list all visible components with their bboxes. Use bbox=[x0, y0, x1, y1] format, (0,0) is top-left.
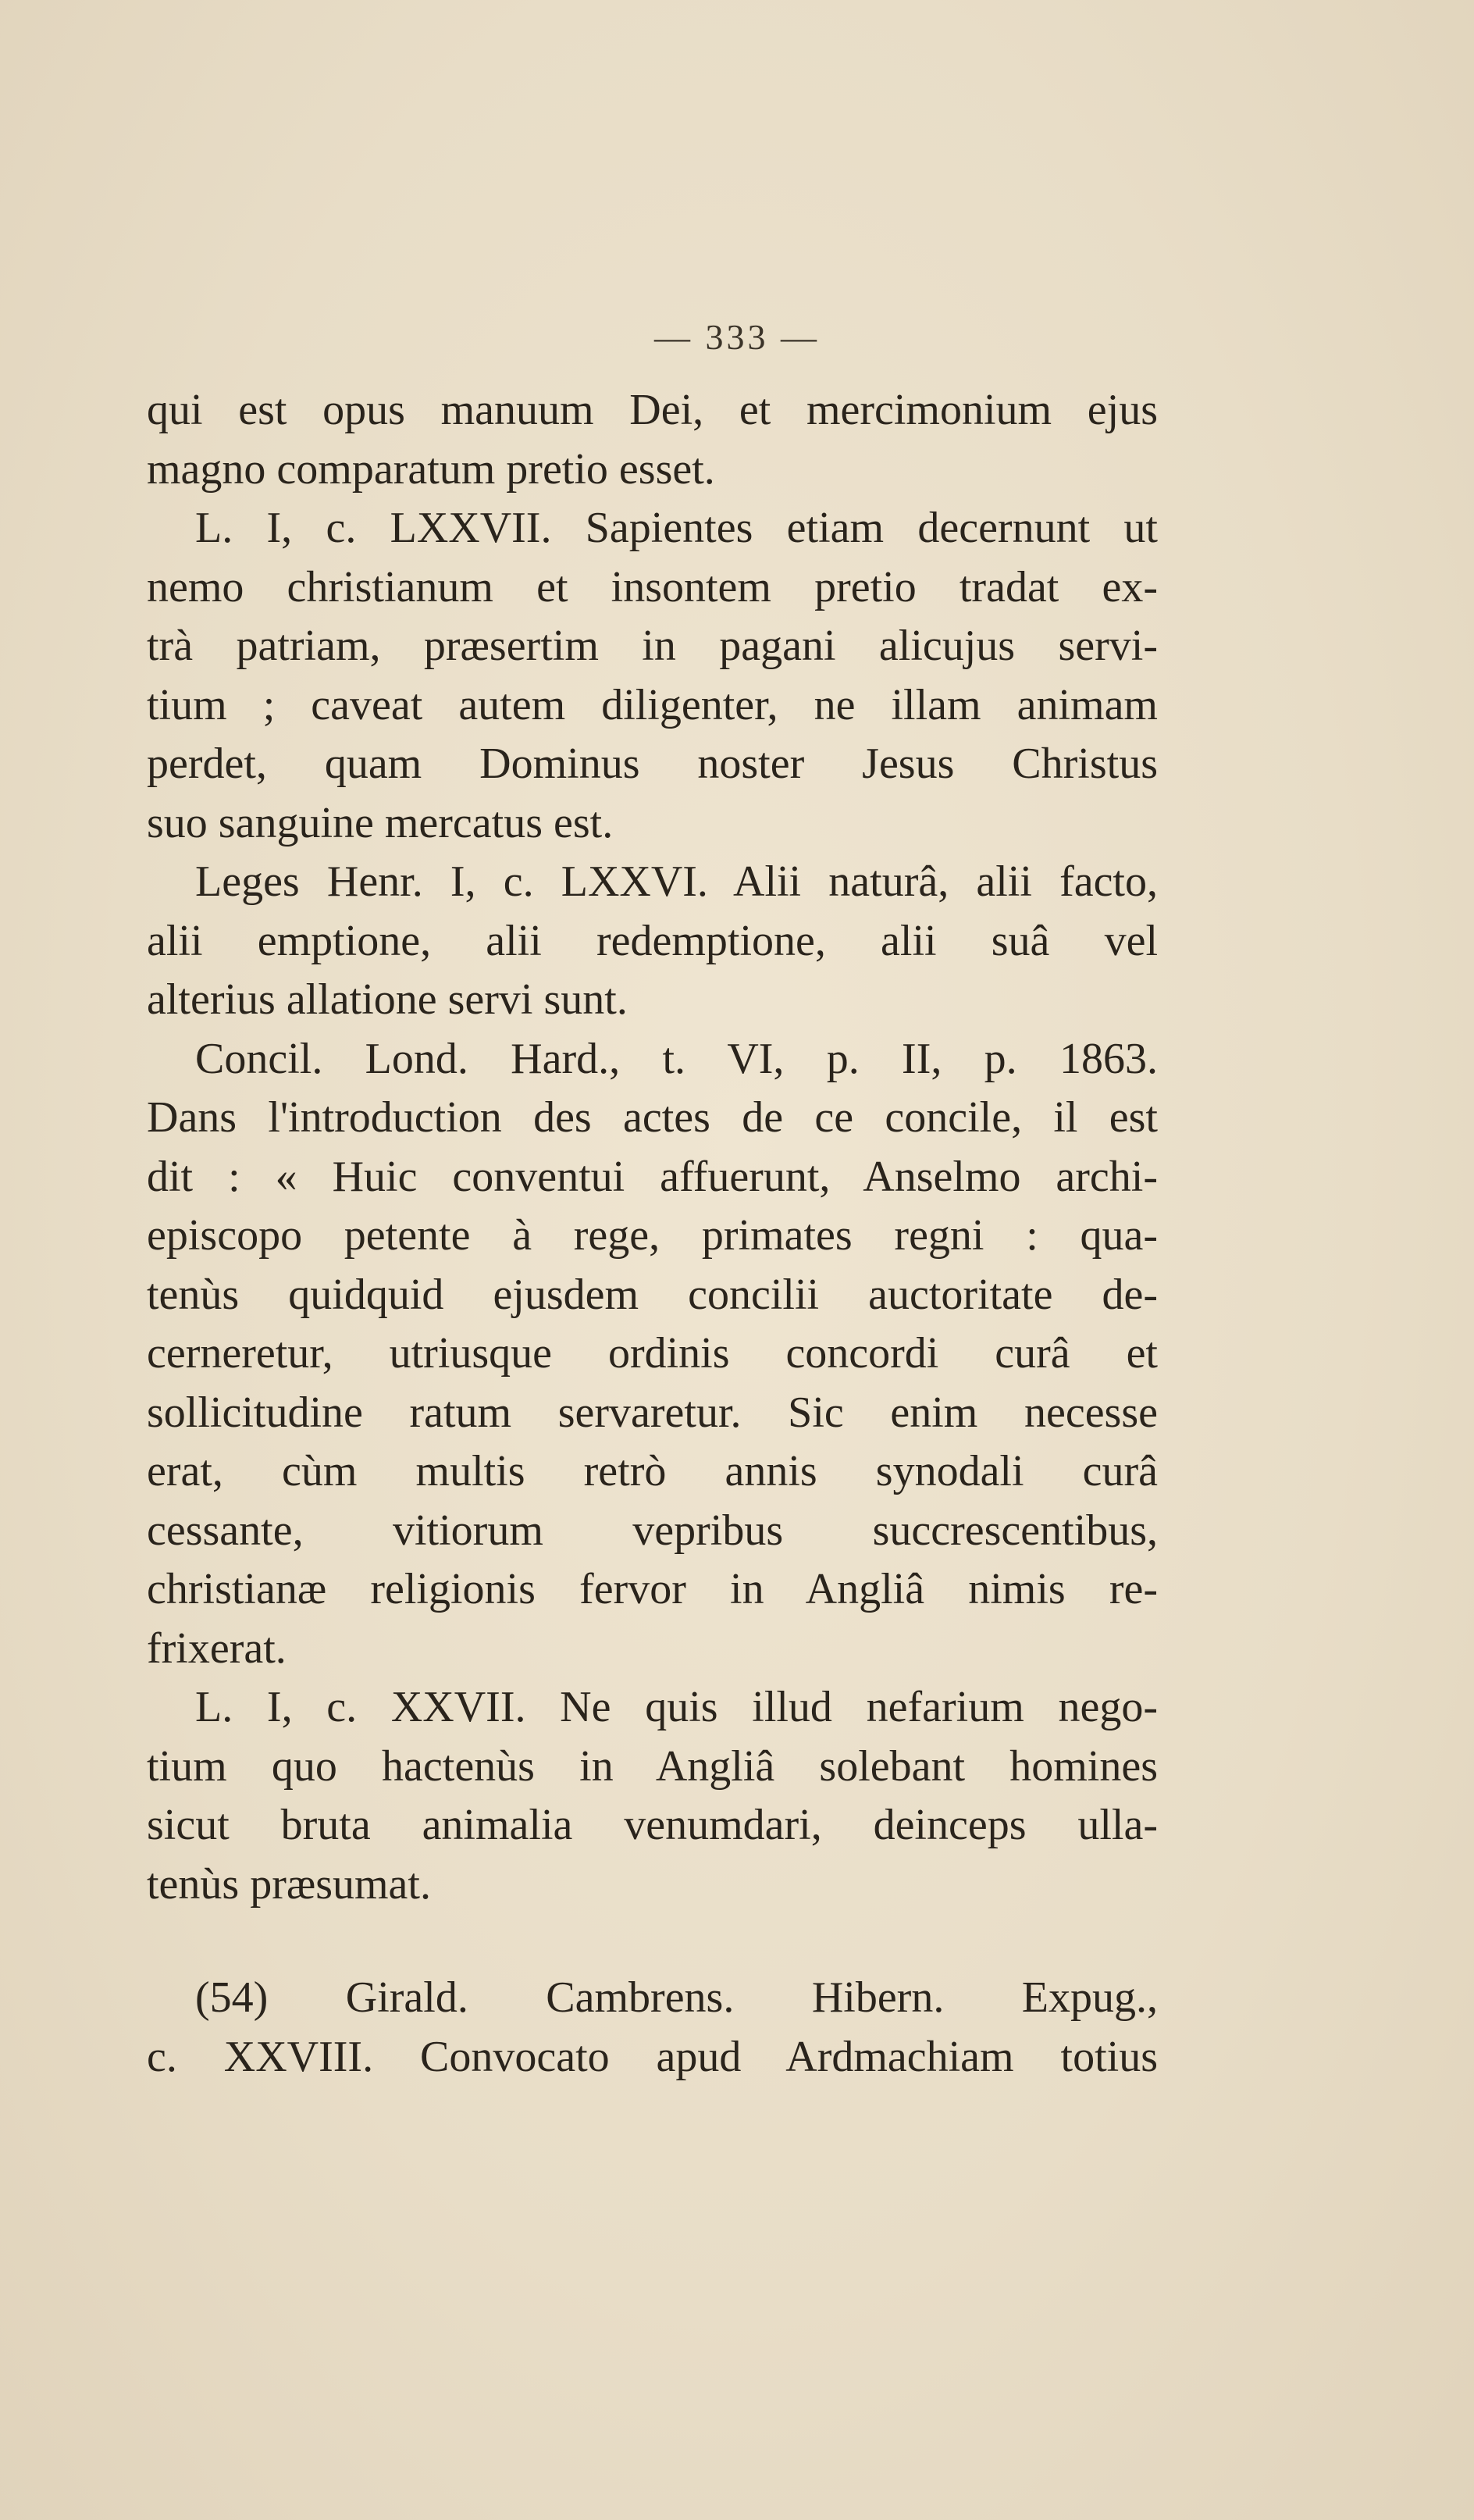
text-line: magno comparatum pretio esset. bbox=[147, 444, 715, 494]
text-line: tenùs quidquid ejusdem concilii auctoritate de- bbox=[147, 1270, 1158, 1319]
text-line: cerneretur, utriusque ordinis concordi curâ et bbox=[147, 1329, 1158, 1378]
text-line: qui est opus manuum Dei, et mercimonium ejus bbox=[147, 386, 1158, 434]
text-line: alii emptione, alii redemptione, alii suâ vel bbox=[147, 916, 1158, 965]
text-line: frixerat. bbox=[147, 1624, 287, 1673]
text-line: trà patriam, præsertim in pagani alicujus servi- bbox=[147, 622, 1158, 670]
main-paragraphs bbox=[147, 381, 1158, 1914]
text-line: Concil. Lond. Hard., t. VI, p. II, p. 1863. bbox=[195, 1034, 1158, 1083]
text-line: suo sanguine mercatus est. bbox=[147, 798, 614, 847]
text-line: erat, cùm multis retrò annis synodali curâ bbox=[147, 1447, 1158, 1495]
text-line: perdet, quam Dominus noster Jesus Christus bbox=[147, 740, 1158, 788]
section-gap bbox=[147, 1914, 1158, 1969]
text-line: alterius allatione servi sunt. bbox=[147, 975, 628, 1024]
text-line: L. I, c. LXXVII. Sapientes etiam decernunt ut bbox=[195, 504, 1158, 552]
text-line: tium quo hactenùs in Angliâ solebant homines bbox=[147, 1741, 1158, 1791]
body-text bbox=[147, 381, 1158, 2087]
text-line: dit : « Huic conventui affuerunt, Anselmo archi- bbox=[147, 1152, 1158, 1201]
text-line: nemo christianum et insontem pretio tradat ex- bbox=[147, 562, 1158, 611]
text-line: sollicitudine ratum servaretur. Sic enim necesse bbox=[147, 1388, 1158, 1437]
page-number: — 333 — bbox=[654, 317, 820, 357]
footnote-line: c. XXVIII. Convocato apud Ardmachiam totius bbox=[147, 2032, 1158, 2081]
text-line: episcopo petente à rege, primates regni : qua- bbox=[147, 1211, 1158, 1260]
text-line: tenùs præsumat. bbox=[147, 1859, 431, 1909]
text-line: cessante, vitiorum vepribus succrescentibus, bbox=[147, 1506, 1158, 1555]
text-line: christianæ religionis fervor in Angliâ nimis re- bbox=[147, 1565, 1158, 1613]
footnote-line: (54) Girald. Cambrens. Hibern. Expug., bbox=[195, 1973, 1158, 2022]
footnote-block bbox=[147, 1969, 1158, 2087]
text-line: sicut bruta animalia venumdari, deinceps ulla- bbox=[147, 1801, 1158, 1849]
text-line: L. I, c. XXVII. Ne quis illud nefarium nego- bbox=[195, 1683, 1158, 1731]
text-line: Leges Henr. I, c. LXXVI. Alii naturâ, alii facto, bbox=[195, 857, 1158, 906]
text-line: Dans l'introduction des actes de ce concile, il est bbox=[147, 1093, 1158, 1142]
text-line: tium ; caveat autem diligenter, ne illam animam bbox=[147, 680, 1158, 729]
